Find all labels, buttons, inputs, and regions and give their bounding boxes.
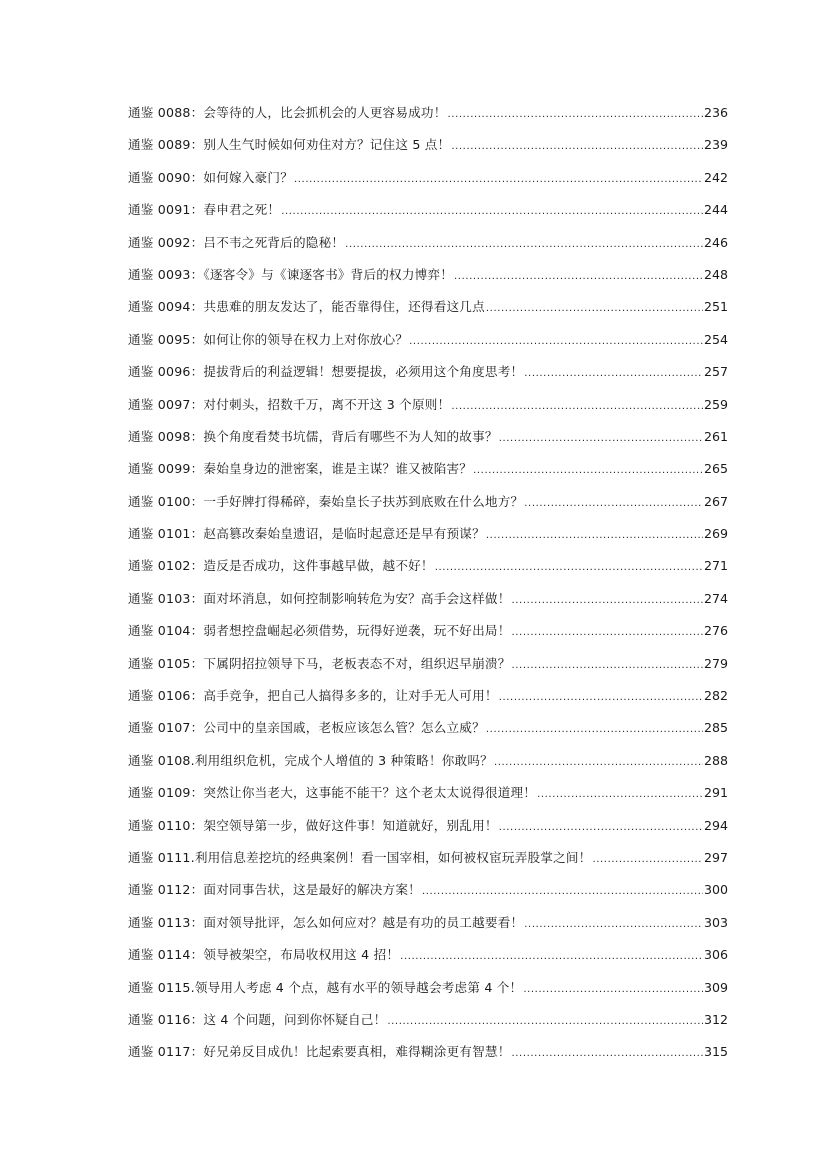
toc-entry[interactable]	[128, 943, 728, 975]
toc-entry-title: 通鉴 0110：架空领导第一步，做好这件事！知道就好，别乱用！	[128, 817, 498, 833]
toc-entry-page-number: 279	[703, 655, 728, 671]
table-of-contents	[128, 101, 728, 1073]
toc-entry-page-number: 303	[703, 914, 728, 930]
toc-entry-page-number: 269	[703, 526, 728, 542]
toc-dot-leader	[400, 945, 703, 969]
toc-entry-page-number: 239	[703, 137, 728, 153]
toc-dot-leader	[512, 621, 703, 645]
toc-entry-page-number: 297	[703, 849, 728, 865]
toc-dot-leader	[454, 265, 703, 289]
toc-entry-page-number: 244	[703, 202, 728, 218]
toc-entry[interactable]	[128, 684, 728, 716]
toc-dot-leader	[512, 1042, 703, 1066]
toc-entry-title: 通鉴 0104：弱者想控盘崛起必须借势，玩得好逆袭，玩不好出局！	[128, 623, 511, 639]
toc-entry-page-number: 300	[703, 882, 728, 898]
toc-entry[interactable]	[128, 328, 728, 360]
toc-entry-title: 通鉴 0115.领导用人考虑 4 个点，越有水平的领导越会考虑第 4 个！	[128, 979, 523, 995]
toc-entry[interactable]	[128, 554, 728, 586]
toc-entry-page-number: 257	[703, 364, 728, 380]
toc-entry-title: 通鉴 0102：造反是否成功，这件事越早做，越不好！	[128, 558, 434, 574]
toc-dot-leader	[524, 492, 703, 516]
toc-entry-title: 通鉴 0112：面对同事告状，这是最好的解决方案！	[128, 882, 421, 898]
toc-dot-leader	[473, 459, 703, 483]
toc-entry-page-number: 248	[703, 266, 728, 282]
toc-entry-title: 通鉴 0100：一手好牌打得稀碎，秦始皇长子扶苏到底败在什么地方？	[128, 493, 524, 509]
toc-entry-title: 通鉴 0103：面对坏消息，如何控制影响转危为安？高手会这样做！	[128, 590, 511, 606]
toc-entry[interactable]	[128, 652, 728, 684]
toc-entry-page-number: 288	[703, 752, 728, 768]
toc-entry-title: 通鉴 0092：吕不韦之死背后的隐秘！	[128, 234, 345, 250]
toc-dot-leader	[448, 103, 703, 127]
toc-dot-leader	[451, 135, 703, 159]
toc-dot-leader	[499, 686, 703, 710]
toc-entry-page-number: 261	[703, 428, 728, 444]
toc-entry-page-number: 291	[703, 785, 728, 801]
toc-entry-title: 通鉴 0088：会等待的人，比会抓机会的人更容易成功！	[128, 105, 447, 120]
toc-dot-leader	[499, 427, 703, 451]
toc-entry-title: 通鉴 0111.利用信息差挖坑的经典案例！看一国宰相，如何被权宦玩弄股掌之间！	[128, 849, 592, 865]
toc-entry-title: 通鉴 0117：好兄弟反目成仇！比起索要真相，难得糊涂更有智慧！	[128, 1044, 511, 1060]
toc-entry-page-number: 306	[703, 947, 728, 963]
toc-dot-leader	[537, 783, 703, 807]
toc-entry-page-number: 285	[703, 720, 728, 736]
toc-entry[interactable]	[128, 1008, 728, 1040]
toc-entry-title: 通鉴 0095：如何让你的领导在权力上对你放心？	[128, 331, 409, 347]
toc-dot-leader	[294, 168, 703, 192]
toc-entry-page-number: 271	[703, 558, 728, 574]
toc-entry-title: 通鉴 0106：高手竞争，把自己人搞得多多的，让对手无人可用！	[128, 688, 498, 704]
toc-entry[interactable]	[128, 781, 728, 813]
toc-entry-title: 通鉴 0093：《逐客令》与《谏逐客书》背后的权力博弈！	[128, 266, 454, 282]
toc-entry[interactable]	[128, 619, 728, 651]
toc-entry[interactable]	[128, 846, 728, 878]
toc-entry-page-number: 309	[703, 979, 728, 995]
toc-dot-leader	[499, 816, 703, 840]
toc-entry[interactable]	[128, 198, 728, 230]
toc-dot-leader	[512, 589, 703, 613]
toc-dot-leader	[422, 880, 703, 904]
toc-entry-title: 通鉴 0089：别人生气时候如何劝住对方？记住这 5 点！	[128, 137, 451, 153]
toc-entry[interactable]	[128, 878, 728, 910]
toc-entry-page-number: 242	[703, 169, 728, 185]
toc-dot-leader	[387, 1010, 703, 1034]
toc-dot-leader	[486, 297, 703, 321]
toc-entry-page-number: 265	[703, 461, 728, 477]
toc-entry[interactable]	[128, 911, 728, 943]
toc-dot-leader	[512, 654, 703, 678]
toc-entry-page-number: 246	[703, 234, 728, 250]
toc-entry-title: 通鉴 0091：春申君之死！	[128, 202, 281, 218]
toc-dot-leader	[523, 978, 703, 1002]
toc-entry[interactable]	[128, 101, 728, 133]
toc-dot-leader	[281, 200, 703, 224]
toc-dot-leader	[451, 395, 703, 419]
toc-entry[interactable]	[128, 716, 728, 748]
toc-entry-title: 通鉴 0109：突然让你当老大，这事能不能干？这个老太太说得很道理！	[128, 785, 537, 801]
toc-entry-page-number: 276	[703, 623, 728, 639]
toc-entry[interactable]	[128, 231, 728, 263]
toc-dot-leader	[494, 751, 703, 775]
toc-dot-leader	[524, 362, 703, 386]
toc-entry-page-number: 282	[703, 688, 728, 704]
toc-entry-title: 通鉴 0097：对付刺头，招数千万，离不开这 3 个原则！	[128, 396, 451, 412]
toc-dot-leader	[592, 848, 703, 872]
toc-entry-page-number: 236	[703, 105, 728, 120]
toc-entry-title: 通鉴 0105：下属阴招拉领导下马，老板表态不对，组织迟早崩溃？	[128, 655, 511, 671]
toc-entry-title: 通鉴 0094：共患难的朋友发达了，能否靠得住，还得看这几点	[128, 299, 485, 315]
toc-entry-page-number: 259	[703, 396, 728, 412]
toc-entry[interactable]	[128, 587, 728, 619]
toc-entry-page-number: 267	[703, 493, 728, 509]
toc-entry[interactable]	[128, 263, 728, 295]
toc-dot-leader	[486, 718, 703, 742]
toc-entry-title: 通鉴 0116：这 4 个问题，问到你怀疑自己！	[128, 1011, 387, 1027]
toc-entry-page-number: 251	[703, 299, 728, 315]
toc-entry-title: 通鉴 0113：面对领导批评，怎么如何应对？越是有功的员工越要看！	[128, 914, 524, 930]
toc-entry[interactable]	[128, 490, 728, 522]
toc-entry[interactable]	[128, 522, 728, 554]
toc-entry-page-number: 254	[703, 331, 728, 347]
toc-dot-leader	[524, 913, 703, 937]
toc-entry-title: 通鉴 0108.利用组织危机，完成个人增值的 3 种策略！你敢吗？	[128, 752, 493, 768]
toc-entry[interactable]	[128, 360, 728, 392]
toc-entry[interactable]	[128, 457, 728, 489]
toc-entry[interactable]	[128, 749, 728, 781]
toc-entry[interactable]	[128, 976, 728, 1008]
toc-entry[interactable]	[128, 133, 728, 165]
toc-entry[interactable]	[128, 814, 728, 846]
toc-entry-title: 通鉴 0101：赵高篡改秦始皇遗诏，是临时起意还是早有预谋？	[128, 526, 485, 542]
toc-entry-page-number: 312	[703, 1011, 728, 1027]
toc-entry-page-number: 274	[703, 590, 728, 606]
toc-entry-title: 通鉴 0099：秦始皇身边的泄密案，谁是主谋？谁又被陷害？	[128, 461, 473, 477]
toc-entry-title: 通鉴 0098：换个角度看焚书坑儒，背后有哪些不为人知的故事？	[128, 428, 498, 444]
toc-entry-title: 通鉴 0114：领导被架空，布局收权用这 4 招！	[128, 947, 400, 963]
toc-dot-leader	[435, 556, 703, 580]
toc-entry[interactable]	[128, 393, 728, 425]
toc-entry[interactable]	[128, 166, 728, 198]
toc-entry-page-number: 315	[703, 1044, 728, 1060]
toc-entry-page-number: 294	[703, 817, 728, 833]
toc-entry-title: 通鉴 0107：公司中的皇亲国戚，老板应该怎么管？怎么立威？	[128, 720, 485, 736]
toc-entry[interactable]	[128, 295, 728, 327]
toc-entry-title: 通鉴 0096：提拔背后的利益逻辑！想要提拔，必须用这个角度思考！	[128, 364, 524, 380]
toc-dot-leader	[345, 233, 703, 257]
toc-entry-title: 通鉴 0090：如何嫁入豪门？	[128, 169, 293, 185]
toc-entry[interactable]	[128, 425, 728, 457]
toc-dot-leader	[409, 330, 703, 354]
toc-entry[interactable]	[128, 1040, 728, 1072]
toc-dot-leader	[486, 524, 703, 548]
